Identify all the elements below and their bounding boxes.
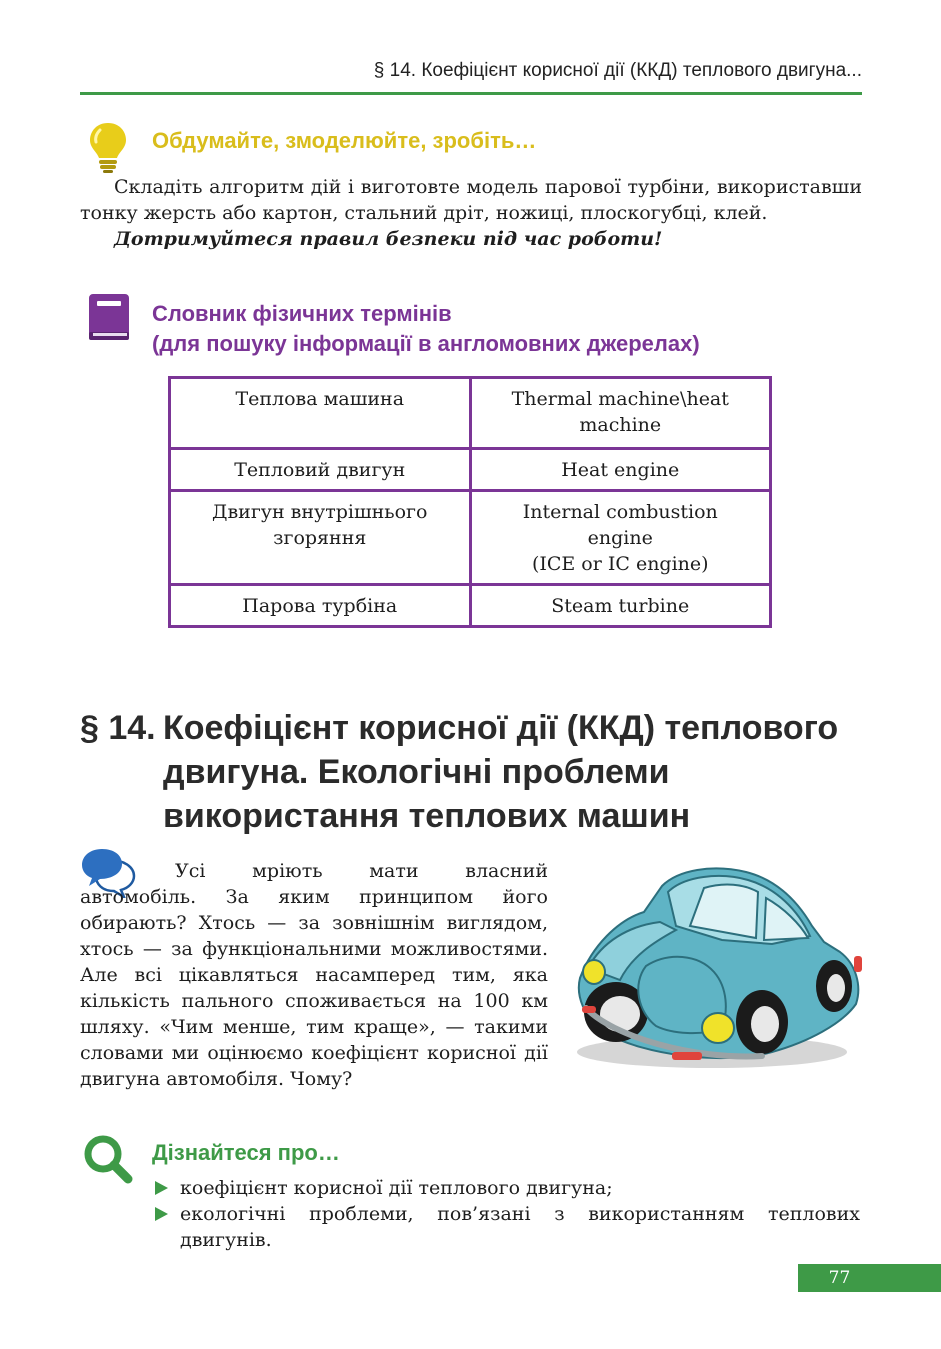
lightbulb-icon	[86, 120, 130, 174]
learn-section-title: Дізнайтеся про…	[152, 1140, 340, 1165]
dictionary-title	[152, 299, 700, 359]
page-number: 77	[798, 1264, 941, 1292]
table-row	[170, 491, 771, 585]
chapter-title-line: Коефіцієнт корисної дії (ККД) теплового	[163, 709, 839, 747]
chapter-title-line: двигуна. Екологічні проблеми	[163, 753, 670, 791]
chapter-title-line: використання теплових машин	[163, 797, 691, 835]
chapter-title	[80, 706, 880, 838]
chapter-number: § 14.	[80, 709, 156, 747]
term-english: Thermal machine\heat machine	[470, 378, 771, 449]
learn-list	[155, 1175, 860, 1253]
table-row	[170, 378, 771, 449]
term-english: Heat engine	[470, 449, 771, 491]
intro-text: Усі мріють мати власний автомобіль. За яким принципом його обирають? Хтось — за зовнішнім виглядом, хтось — за функціональними можливостями. Але всі цікавляться насамперед тим, яка кількість пального споживається на 100 км шляху. «Чим менше, тим краще», — такими словами ми оцінюємо коефіцієнт корисної дії двигуна автомобіля. Чому?	[80, 860, 548, 1090]
term-ukrainian: Тепловий двигун	[170, 449, 471, 491]
bullet-triangle-icon	[155, 1207, 168, 1221]
magnifier-icon	[82, 1134, 134, 1184]
think-section-text: Складіть алгоритм дій і виготовте модель парової турбіни, використавши тонку жерсть або картон, стальний дріт, ножиці, плоскогубці, клей.	[80, 176, 862, 224]
bullet-triangle-icon	[155, 1181, 168, 1195]
term-english: Internal combustion engine (ICE or IC engine)	[470, 491, 771, 585]
term-ukrainian: Двигун внутрішнього згоряння	[170, 491, 471, 585]
table-row	[170, 449, 771, 491]
terms-table	[168, 376, 772, 628]
dictionary-title-line-2: (для пошуку інформації в англомовних джерелах)	[152, 331, 700, 356]
header-rule	[80, 92, 862, 95]
term-ukrainian: Парова турбіна	[170, 585, 471, 627]
safety-warning: Дотримуйтеся правил безпеки під час роботи!	[114, 228, 663, 250]
list-item: екологічні проблеми, пов’язані з використанням теплових двигунів.	[155, 1201, 860, 1253]
running-header: § 14. Коефіцієнт корисної дії (ККД) теплового двигуна...	[373, 60, 862, 81]
intro-paragraph	[80, 858, 548, 1092]
term-english: Steam turbine	[470, 585, 771, 627]
dictionary-title-line-1: Словник фізичних термінів	[152, 301, 452, 326]
book-icon	[87, 292, 131, 342]
table-row	[170, 585, 771, 627]
car-illustration	[572, 856, 864, 1078]
term-ukrainian: Теплова машина	[170, 378, 471, 449]
think-section-title: Обдумайте, змоделюйте, зробіть…	[152, 128, 537, 153]
list-item: коефіцієнт корисної дії теплового двигуна;	[155, 1175, 860, 1201]
